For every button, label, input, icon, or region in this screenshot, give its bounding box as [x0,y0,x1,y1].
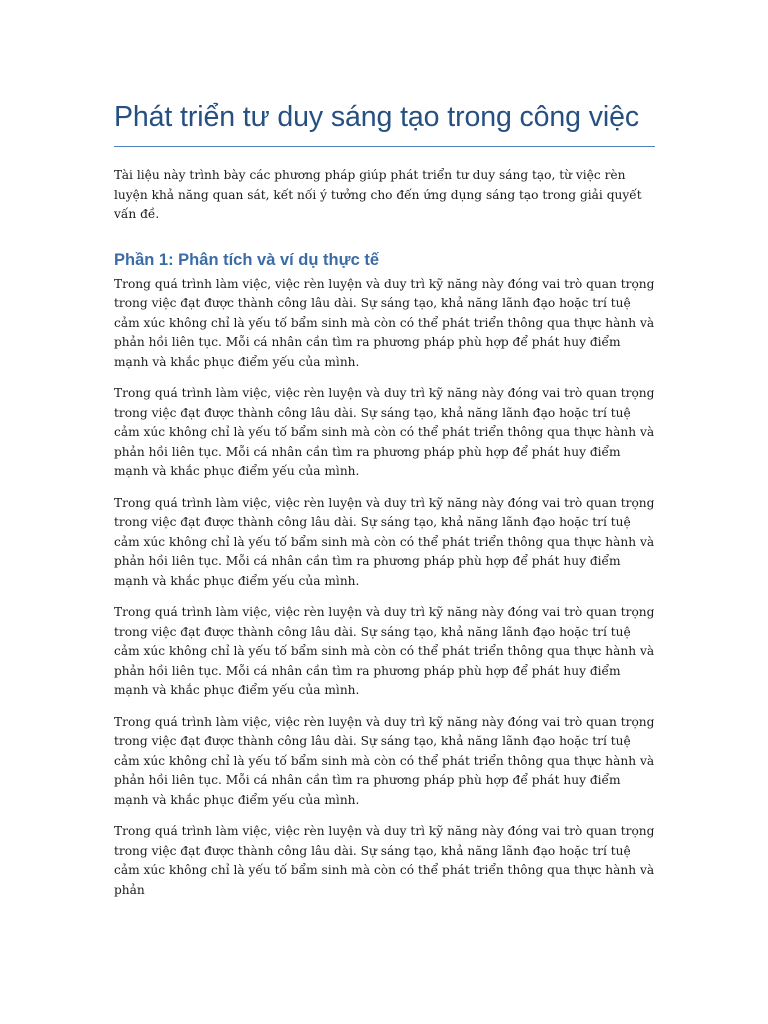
body-paragraph: Trong quá trình làm việc, việc rèn luyện và duy trì kỹ năng này đóng vai trò quan trọng trong việc đạt được thành công lâu dài. Sự sáng tạo, khả năng lãnh đạo hoặc trí tuệ cảm xúc không chỉ là yếu tố bẩm sinh mà còn có thể phát triển thông qua thực hành và phản hồi liên tục. Mỗi cá nhân cần tìm ra phương pháp phù hợp để phát huy điểm mạnh và khắc phục điểm yếu của mình. [114,276,655,369]
body-paragraph: Trong quá trình làm việc, việc rèn luyện và duy trì kỹ năng này đóng vai trò quan trọng trong việc đạt được thành công lâu dài. Sự sáng tạo, khả năng lãnh đạo hoặc trí tuệ cảm xúc không chỉ là yếu tố bẩm sinh mà còn có thể phát triển thông qua thực hành và phản hồi liên tục. Mỗi cá nhân cần tìm ra phương pháp phù hợp để phát huy điểm mạnh và khắc phục điểm yếu của mình. [114,605,655,697]
section-heading: Phần 1: Phân tích và ví dụ thực tế [114,250,379,269]
body-paragraph: Trong quá trình làm việc, việc rèn luyện và duy trì kỹ năng này đóng vai trò quan trọng trong việc đạt được thành công lâu dài. Sự sáng tạo, khả năng lãnh đạo hoặc trí tuệ cảm xúc không chỉ là yếu tố bẩm sinh mà còn có thể phát triển thông qua thực hành và phản hồi liên tục. Mỗi cá nhân cần tìm ra phương pháp phù hợp để phát huy điểm mạnh và khắc phục điểm yếu của mình. [114,386,655,478]
document-page [114,0,656,912]
title-underline-rule [114,146,655,147]
section-body [114,275,656,901]
body-paragraph: Trong quá trình làm việc, việc rèn luyện và duy trì kỹ năng này đóng vai trò quan trọng trong việc đạt được thành công lâu dài. Sự sáng tạo, khả năng lãnh đạo hoặc trí tuệ cảm xúc không chỉ là yếu tố bẩm sinh mà còn có thể phát triển thông qua thực hành và phản [114,824,655,897]
body-paragraph: Trong quá trình làm việc, việc rèn luyện và duy trì kỹ năng này đóng vai trò quan trọng trong việc đạt được thành công lâu dài. Sự sáng tạo, khả năng lãnh đạo hoặc trí tuệ cảm xúc không chỉ là yếu tố bẩm sinh mà còn có thể phát triển thông qua thực hành và phản hồi liên tục. Mỗi cá nhân cần tìm ra phương pháp phù hợp để phát huy điểm mạnh và khắc phục điểm yếu của mình. [114,495,655,588]
intro-paragraph: Tài liệu này trình bày các phương pháp giúp phát triển tư duy sáng tạo, từ việc rèn luyện khả năng quan sát, kết nối ý tưởng cho đến ứng dụng sáng tạo trong giải quyết vấn đề. [114,168,642,221]
document-title: Phát triển tư duy sáng tạo trong công việc [114,101,640,133]
body-paragraph: Trong quá trình làm việc, việc rèn luyện và duy trì kỹ năng này đóng vai trò quan trọng trong việc đạt được thành công lâu dài. Sự sáng tạo, khả năng lãnh đạo hoặc trí tuệ cảm xúc không chỉ là yếu tố bẩm sinh mà còn có thể phát triển thông qua thực hành và phản hồi liên tục. Mỗi cá nhân cần tìm ra phương pháp phù hợp để phát huy điểm mạnh và khắc phục điểm yếu của mình. [114,714,655,807]
